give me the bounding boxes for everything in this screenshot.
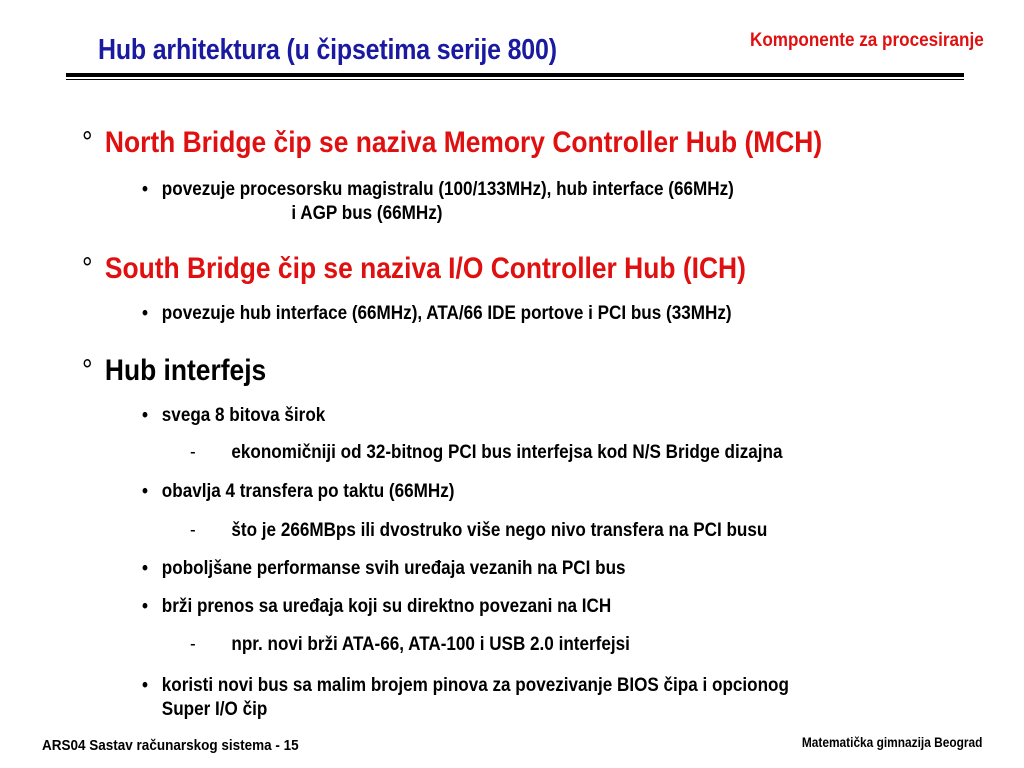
slide-title: Hub arhitektura (u čipsetima serije 800) [98,34,557,66]
sub-bullet-text: npr. novi brži ATA-66, ATA-100 i USB 2.0 interfejsi [231,634,630,655]
bullet-text-line2: i AGP bus (66MHz) [291,203,443,224]
dash-bullet: - [190,634,196,655]
bullet-text: svega 8 bitova širok [161,405,326,426]
sub-bullet-text: što je 266MBps ili dvostruko više nego nivo transfera na PCI busu [231,520,768,541]
round-bullet: • [142,405,148,426]
bullet-text-line1: povezuje procesorsku magistralu (100/133MHz), hub interface (66MHz) [161,179,734,200]
bullet-text: brži prenos sa uređaja koji su direktno povezani na ICH [161,596,612,617]
bullet-text-line1: koristi novi bus sa malim brojem pinova za povezivanje BIOS čipa i opcionog [161,675,789,696]
round-bullet: • [142,303,148,324]
round-bullet: • [142,596,148,617]
round-bullet: • [142,675,148,696]
bullet-text-line2: Super I/O čip [161,699,268,720]
bullet-text: obavlja 4 transfera po taktu (66MHz) [161,481,455,502]
bullet-text: poboljšane performanse svih uređaja vezanih na PCI bus [161,558,626,579]
round-bullet: • [142,179,148,200]
bullet-low-pin-bus [142,674,789,722]
point-south-bridge [82,252,746,286]
round-bullet: • [142,481,148,502]
point-text: Hub interfejs [104,354,267,387]
sub-bullet-text: ekonomičniji od 32-bitnog PCI bus interfejsa kod N/S Bridge dizajna [231,442,783,463]
round-bullet: • [142,558,148,579]
degree-bullet: ° [82,126,93,159]
sub-bullet-examples [190,634,630,656]
point-text: South Bridge čip se naziva I/O Controller Hub (ICH) [104,252,746,285]
sub-bullet-throughput [190,520,767,542]
footer-course-page: ARS04 Sastav računarskog sistema - 15 [42,737,299,754]
bullet-ich-connections [142,302,732,326]
dash-bullet: - [190,520,196,541]
bullet-faster-transfer [142,595,611,619]
dash-bullet: - [190,442,196,463]
section-label: Komponente za procesiranje [750,30,984,51]
degree-bullet: ° [82,252,93,285]
bullet-text: povezuje hub interface (66MHz), ATA/66 IDE portove i PCI bus (33MHz) [161,303,732,324]
bullet-width [142,404,325,428]
footer-school: Matematička gimnazija Beograd [801,734,982,750]
bullet-mch-connections [142,178,734,226]
degree-bullet: ° [82,354,93,387]
sub-bullet-economy [190,442,782,464]
bullet-performance [142,557,626,581]
point-hub-interface [82,354,266,388]
point-text: North Bridge čip se naziva Memory Controller Hub (MCH) [104,126,823,159]
point-north-bridge [82,126,822,160]
title-divider-thick [66,73,964,77]
bullet-transfers [142,480,454,504]
title-divider-thin [66,79,964,80]
